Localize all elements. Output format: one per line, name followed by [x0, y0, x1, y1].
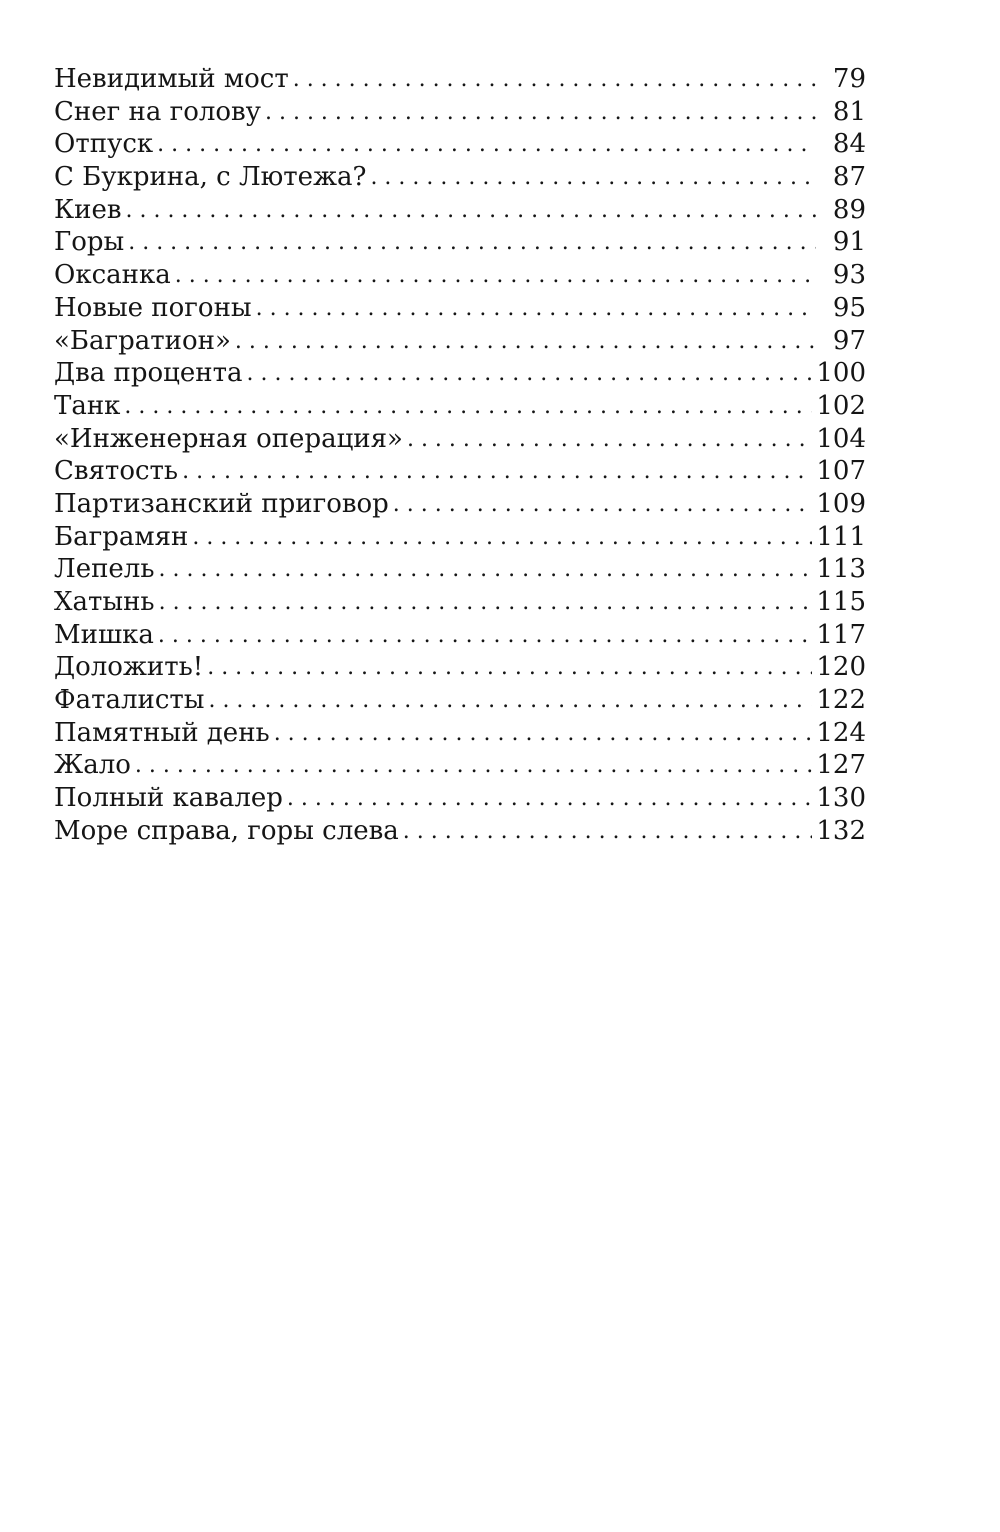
- toc-leader-dots: [157, 134, 816, 156]
- toc-entry-title: Снег на голову: [54, 96, 261, 127]
- toc-entry-page: 81: [832, 96, 866, 127]
- toc-entry: [54, 293, 866, 326]
- toc-entry-page: 122: [816, 685, 866, 716]
- toc-entry: [54, 652, 866, 685]
- toc-entry: [54, 195, 866, 228]
- toc-entry-title: «Инженерная операция»: [54, 423, 403, 454]
- toc-leader-dots: [158, 625, 812, 647]
- toc-leader-dots: [175, 265, 816, 287]
- toc-leader-dots: [265, 102, 816, 124]
- toc-entry-page: 104: [816, 423, 866, 454]
- toc-entry-title: Фаталисты: [54, 685, 205, 716]
- toc-entry-title: Новые погоны: [54, 292, 252, 323]
- toc-entry: [54, 326, 866, 359]
- toc-entry-page: 109: [816, 488, 866, 519]
- toc-entry-page: 127: [816, 750, 866, 781]
- toc-leader-dots: [256, 298, 816, 320]
- toc-leader-dots: [128, 232, 816, 254]
- toc-entry-page: 95: [832, 292, 866, 323]
- toc-entry: [54, 522, 866, 555]
- toc-entry: [54, 358, 866, 391]
- toc-entry-title: Хатынь: [54, 587, 155, 617]
- toc-entry-title: Памятный день: [54, 717, 270, 748]
- toc-entry: [54, 129, 866, 162]
- toc-entry: [54, 97, 866, 130]
- toc-entry-page: 113: [816, 554, 866, 585]
- toc-entry-title: Горы: [54, 227, 125, 258]
- toc-leader-dots: [407, 429, 812, 451]
- toc-leader-dots: [247, 363, 813, 385]
- toc-entry-title: Жало: [54, 750, 131, 781]
- toc-entry-title: Танк: [54, 390, 121, 421]
- toc-entry-page: 120: [816, 652, 866, 683]
- toc-entry-title: Лепель: [54, 554, 155, 585]
- toc-entry-title: Полный кавалер: [54, 783, 283, 814]
- toc-entry-page: 100: [816, 358, 866, 389]
- toc-entry-page: 87: [832, 162, 866, 193]
- toc-entry-title: Доложить!: [54, 652, 204, 683]
- toc-entry-page: 115: [816, 587, 866, 617]
- toc-leader-dots: [158, 559, 812, 581]
- toc-entry-title: Два процента: [54, 358, 243, 389]
- toc-leader-dots: [182, 461, 812, 483]
- toc-entry-title: С Букрина, с Лютежа?: [54, 162, 367, 193]
- toc-entry-title: Оксанка: [54, 260, 171, 291]
- toc-entry-title: Киев: [54, 194, 122, 225]
- toc-entry-page: 107: [816, 456, 866, 487]
- toc-entry-title: Море справа, горы слева: [54, 815, 399, 846]
- toc-entry: [54, 718, 866, 751]
- toc-leader-dots: [287, 788, 812, 810]
- toc-entry: [54, 489, 866, 522]
- toc-entry-title: Отпуск: [54, 129, 154, 160]
- toc-entry-page: 117: [816, 619, 866, 650]
- toc-leader-dots: [393, 494, 813, 516]
- toc-leader-dots: [192, 527, 812, 549]
- toc-entry: [54, 424, 866, 457]
- toc-leader-dots: [403, 821, 813, 843]
- toc-entry-page: 79: [832, 64, 866, 94]
- toc-entry-page: 111: [816, 521, 866, 552]
- toc-leader-dots: [274, 723, 813, 745]
- table-of-contents: [54, 64, 866, 849]
- toc-entry-page: 89: [832, 194, 866, 225]
- toc-entry-page: 93: [832, 260, 866, 291]
- toc-entry-title: Партизанский приговор: [54, 488, 389, 519]
- toc-entry: [54, 620, 866, 653]
- toc-entry: [54, 260, 866, 293]
- toc-entry: [54, 456, 866, 489]
- toc-entry-page: 102: [816, 390, 866, 421]
- toc-leader-dots: [135, 755, 812, 777]
- toc-entry: [54, 391, 866, 424]
- toc-entry-page: 130: [816, 783, 866, 814]
- toc-leader-dots: [370, 167, 816, 189]
- toc-entry: [54, 685, 866, 718]
- toc-entry: [54, 554, 866, 587]
- toc-entry: [54, 227, 866, 260]
- toc-leader-dots: [159, 592, 813, 614]
- toc-entry: [54, 64, 866, 97]
- toc-entry: [54, 750, 866, 783]
- toc-entry: [54, 816, 866, 849]
- toc-leader-dots: [235, 331, 816, 353]
- toc-leader-dots: [125, 200, 816, 222]
- toc-entry-page: 91: [832, 227, 866, 258]
- toc-leader-dots: [207, 657, 812, 679]
- toc-entry: [54, 162, 866, 195]
- toc-entry-title: Невидимый мост: [54, 64, 289, 94]
- toc-leader-dots: [124, 396, 812, 418]
- toc-entry-page: 97: [832, 325, 866, 356]
- toc-leader-dots: [208, 690, 812, 712]
- toc-entry-title: «Багратион»: [54, 325, 231, 356]
- toc-entry-page: 84: [832, 129, 866, 160]
- toc-leader-dots: [293, 69, 816, 91]
- toc-entry-title: Мишка: [54, 619, 154, 650]
- toc-entry-title: Святость: [54, 456, 179, 487]
- toc-entry-page: 124: [816, 717, 866, 748]
- toc-entry-title: Баграмян: [54, 521, 189, 552]
- toc-entry: [54, 783, 866, 816]
- toc-entry-page: 132: [816, 815, 866, 846]
- toc-entry: [54, 587, 866, 620]
